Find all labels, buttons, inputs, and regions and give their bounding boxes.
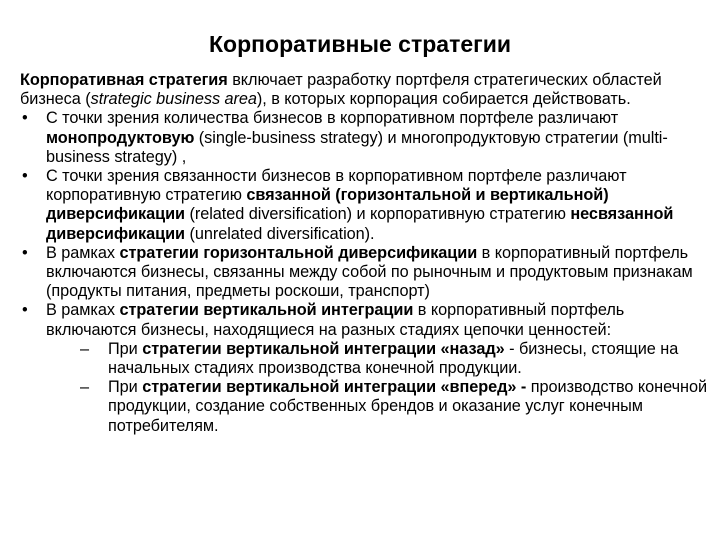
sub-item-forward [46,378,710,436]
bullet-text: В рамках [46,243,120,262]
bullet-bold-term: связанной (горизонтальной и вертикальной) диверсификации [46,186,609,224]
bullet-bold-term: монопродуктовую [46,128,195,147]
sub-text: производство конечной продукции, создание собственных брендов и оказание услуг конечным потребителям. [108,378,708,435]
bullet-bold-term: несвязанной диверсификации [46,205,674,243]
sub-text: При [108,378,143,397]
bullet-text: в корпоративный портфель включаются бизнесы, находящиеся на разных стадиях цепочки ценностей: [46,301,625,339]
sub-bold-term: стратегии вертикальной интеграции «назад» [142,339,505,358]
sub-text: - бизнесы, стоящие на начальных стадиях производства конечной продукции. [108,339,679,378]
dash-icon: – [80,378,90,397]
bullet-text: (unrelated diversification). [185,224,375,243]
sub-text: При [108,339,143,358]
bullet-dot-icon: • [22,301,28,320]
bullet-list [20,109,710,435]
intro-paragraph [20,71,710,109]
bullet-item-vertical [20,301,710,435]
bullet-bold-term: стратегии вертикальной интеграции [119,301,414,320]
bullet-item-relatedness [20,167,710,244]
sub-item-backward [46,340,710,378]
intro-english-term: strategic business area [90,90,257,109]
intro-text: включает разработку портфеля стратегических областей бизнеса ( [20,71,662,109]
bullet-text: В рамках [46,301,120,320]
bullet-dot-icon: • [22,243,28,262]
dash-icon: – [80,339,90,358]
bullet-bold-term: стратегии горизонтальной диверсификации [119,243,478,262]
bullet-dot-icon: • [22,109,28,128]
bullet-text: С точки зрения связанности бизнесов в корпоративном портфеле различают корпоративную стратегию [46,167,627,205]
intro-text-end: ), в которых корпорация собирается действовать. [256,90,631,109]
bullet-dot-icon: • [22,167,28,186]
bullet-text: в корпоративный портфель включаются бизнесы, связанны между собой по рыночным и продуктовым признакам (продукты питания, предметы роскоши, транспорт) [46,243,693,301]
bullet-text: (single-business strategy) и многопродуктовую стратегии (multi-business strategy) , [46,128,668,166]
sub-bold-term: стратегии вертикальной интеграции «вперед» - [142,378,527,397]
bullet-item-horizontal [20,244,710,302]
bullet-text: С точки зрения количества бизнесов в корпоративном портфеле различают [46,109,619,128]
sub-list [46,340,710,436]
intro-term: Корпоративная стратегия [20,71,228,89]
bullet-item-portfolio-size [20,109,710,167]
page-title: Корпоративные стратегии [209,31,511,57]
bullet-text: (related diversification) и корпоративную стратегию [185,205,571,224]
slide-body [20,71,710,436]
